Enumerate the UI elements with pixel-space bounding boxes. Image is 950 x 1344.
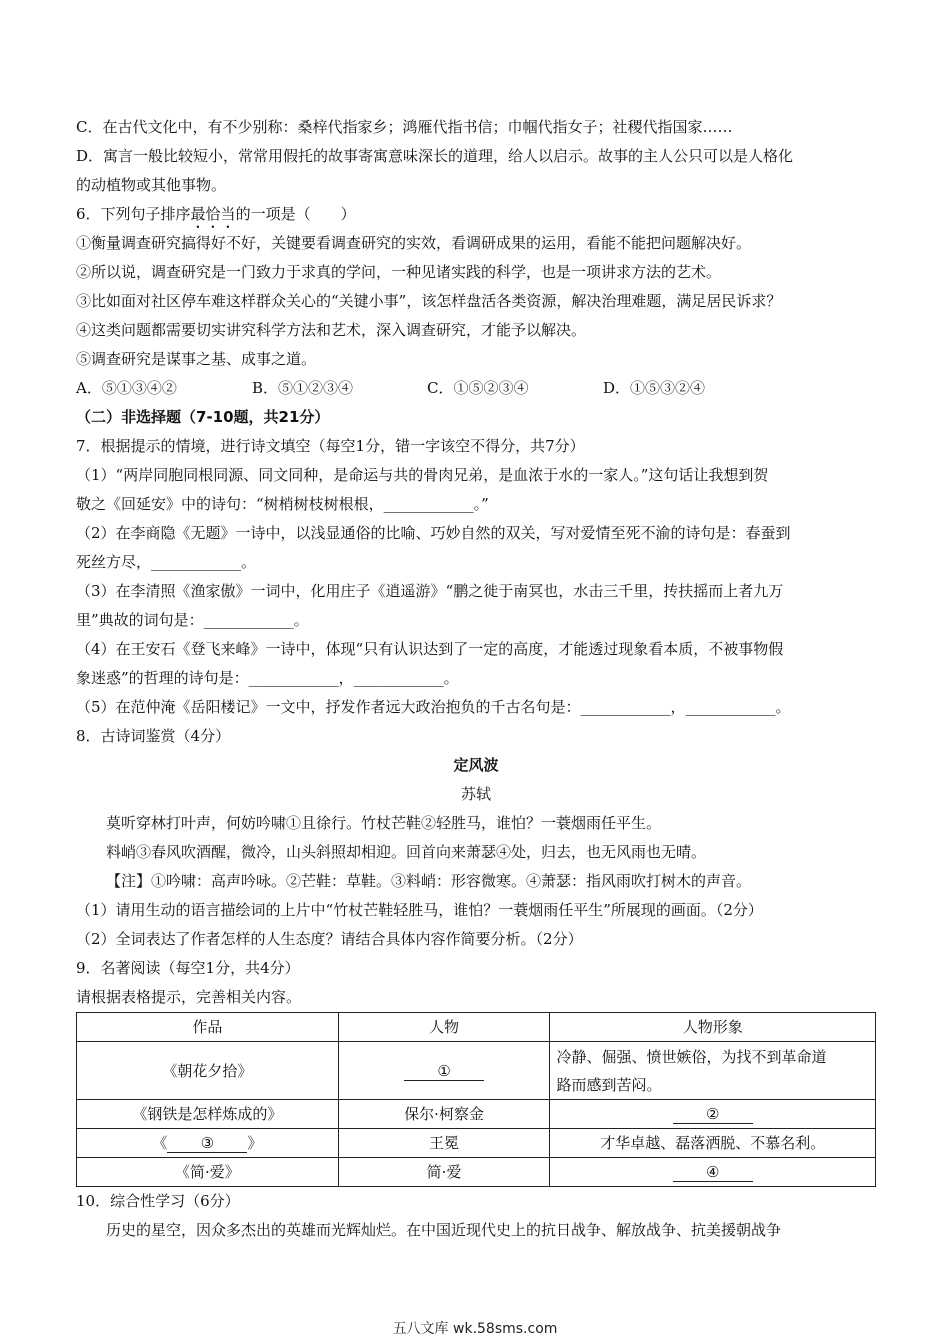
table-cell-person: 王冕 bbox=[338, 1129, 550, 1158]
q7-item-1: （1）“两岸同胞同根同源、同文同种，是命运与共的骨肉兄弟，是血浓于水的一家人。”这句话让我想到贺 bbox=[76, 466, 769, 484]
table-header: 作品 bbox=[77, 1013, 339, 1042]
q7-item-4: （4）在王安石《登飞来峰》一诗中，体现“只有认识达到了一定的高度，才能透过现象看本质，不被事物假 bbox=[76, 640, 784, 658]
q10-text: 历史的星空，因众多杰出的英雄而光辉灿烂。在中国近现代史上的抗日战争、解放战争、抗美援朝战争 bbox=[106, 1221, 782, 1239]
q7-item-1-cont: 敬之《回延安》中的诗句：“树梢树枝树根根，____________。” bbox=[76, 495, 489, 513]
poem-notes: 【注】①吟啸：高声吟咏。②芒鞋：草鞋。③料峭：形容微寒。④萧瑟：指风雨吹打树木的声音。 bbox=[106, 872, 752, 890]
table-cell-person: 简·爱 bbox=[338, 1158, 550, 1187]
sentence-3: ③比如面对社区停车难这样群众关心的“关键小事”，该怎样盘活各类资源，解决治理难题，满足居民诉求？ bbox=[76, 292, 782, 310]
answer-blank: ④ bbox=[673, 1163, 753, 1182]
sentence-1: ①衡量调查研究搞得好不好，关键要看调查研究的实效，看调研成果的运用，看能不能把问题解决好。 bbox=[76, 234, 752, 252]
answer-blank: ② bbox=[673, 1105, 753, 1124]
table-cell-work: 《 ③ 》 bbox=[77, 1129, 339, 1158]
option-c-text: C．在古代文化中，有不少别称：桑梓代指家乡；鸿雁代指书信；巾帼代指女子；社稷代指国家…… bbox=[76, 118, 733, 136]
table-cell-person bbox=[338, 1042, 550, 1100]
sentence-5: ⑤调查研究是谋事之基、成事之道。 bbox=[76, 350, 317, 368]
table-cell-work: 《朝花夕拾》 bbox=[77, 1042, 339, 1100]
q7-item-2-cont: 死丝方尽，____________。 bbox=[76, 553, 257, 571]
footer-watermark: 五八文库 wk.58sms.com bbox=[392, 1321, 558, 1337]
question-9: 9．名著阅读（每空1分，共4分） bbox=[76, 959, 300, 977]
option-d-continued: 的动植物或其他事物。 bbox=[76, 176, 227, 194]
q7-item-5: （5）在范仲淹《岳阳楼记》一文中，抒发作者远大政治抱负的千古名句是：____________，____________。 bbox=[76, 698, 791, 716]
table-header-row bbox=[77, 1013, 876, 1042]
option-d-text: D．寓言一般比较短小，常常用假托的故事寄寓意味深长的道理，给人以启示。故事的主人公只可以是人格化 bbox=[76, 147, 794, 165]
table-row bbox=[77, 1042, 876, 1100]
option-a: A．⑤①③④② bbox=[76, 379, 177, 397]
option-d: D．①⑤③②④ bbox=[603, 379, 706, 397]
table-header: 人物形象 bbox=[550, 1013, 876, 1042]
classics-table bbox=[76, 1012, 876, 1187]
section-heading: （二）非选择题（7-10题，共21分） bbox=[76, 408, 330, 426]
table-row bbox=[77, 1129, 876, 1158]
option-c: C．①⑤②③④ bbox=[427, 379, 529, 397]
table-cell-image bbox=[550, 1100, 876, 1129]
table-cell-image: 才华卓越、磊落洒脱、不慕名利。 bbox=[550, 1129, 876, 1158]
table-cell-work: 《简·爱》 bbox=[77, 1158, 339, 1187]
q8-item-1: （1）请用生动的语言描绘词的上片中“竹杖芒鞋轻胜马，谁怕？一蓑烟雨任平生”所展现的画面。（2分） bbox=[76, 901, 763, 919]
answer-blank: ① bbox=[404, 1062, 484, 1081]
q7-item-4-cont: 象迷惑”的哲理的诗句是：____________，____________。 bbox=[76, 669, 459, 687]
q7-item-3-cont: 里”典故的词句是：____________。 bbox=[76, 611, 309, 629]
poem-author: 苏轼 bbox=[460, 785, 491, 803]
emphasis-dots: 最恰当 bbox=[190, 205, 236, 223]
table-header: 人物 bbox=[338, 1013, 550, 1042]
q7-item-2: （2）在李商隐《无题》一诗中，以浅显通俗的比喻、巧妙自然的双关，写对爱情至死不渝的诗句是：春蚕到 bbox=[76, 524, 791, 542]
sentence-4: ④这类问题都需要切实讲究科学方法和艺术，深入调查研究，才能予以解决。 bbox=[76, 321, 587, 339]
q6-options bbox=[76, 374, 876, 403]
answer-blank: ③ bbox=[167, 1134, 247, 1153]
question-6: 6．下列句子排序最恰当的一项是（ ） bbox=[76, 205, 356, 223]
table-cell-image: 冷静、倔强、愤世嫉俗，为找不到革命道 路而感到苦闷。 bbox=[550, 1042, 876, 1100]
option-b: B．⑤①②③④ bbox=[252, 379, 354, 397]
exam-content bbox=[76, 113, 876, 1245]
table-cell-image bbox=[550, 1158, 876, 1187]
sentence-2: ②所以说，调查研究是一门致力于求真的学问，一种见诸实践的科学，也是一项讲求方法的艺术。 bbox=[76, 263, 722, 281]
q9-intro: 请根据表格提示，完善相关内容。 bbox=[76, 988, 302, 1006]
table-row bbox=[77, 1100, 876, 1129]
poem-title: 定风波 bbox=[453, 756, 499, 774]
poem-line-2: 料峭③春风吹酒醒，微冷，山头斜照却相迎。回首向来萧瑟④处，归去，也无风雨也无晴。 bbox=[106, 843, 707, 861]
table-cell-person: 保尔·柯察金 bbox=[338, 1100, 550, 1129]
poem-line-1: 莫听穿林打叶声，何妨吟啸①且徐行。竹杖芒鞋②轻胜马，谁怕？一蓑烟雨任平生。 bbox=[106, 814, 662, 832]
table-row bbox=[77, 1158, 876, 1187]
question-10: 10．综合性学习（6分） bbox=[76, 1192, 240, 1210]
q8-item-2: （2）全词表达了作者怎样的人生态度？请结合具体内容作简要分析。（2分） bbox=[76, 930, 583, 948]
question-8: 8．古诗词鉴赏（4分） bbox=[76, 727, 231, 745]
table-cell-work: 《钢铁是怎样炼成的》 bbox=[77, 1100, 339, 1129]
question-7: 7．根据提示的情境，进行诗文填空（每空1分，错一字该空不得分，共7分） bbox=[76, 437, 585, 455]
q7-item-3: （3）在李清照《渔家傲》一词中，化用庄子《逍遥游》“鹏之徙于南冥也，水击三千里，抟扶摇而上者九万 bbox=[76, 582, 784, 600]
